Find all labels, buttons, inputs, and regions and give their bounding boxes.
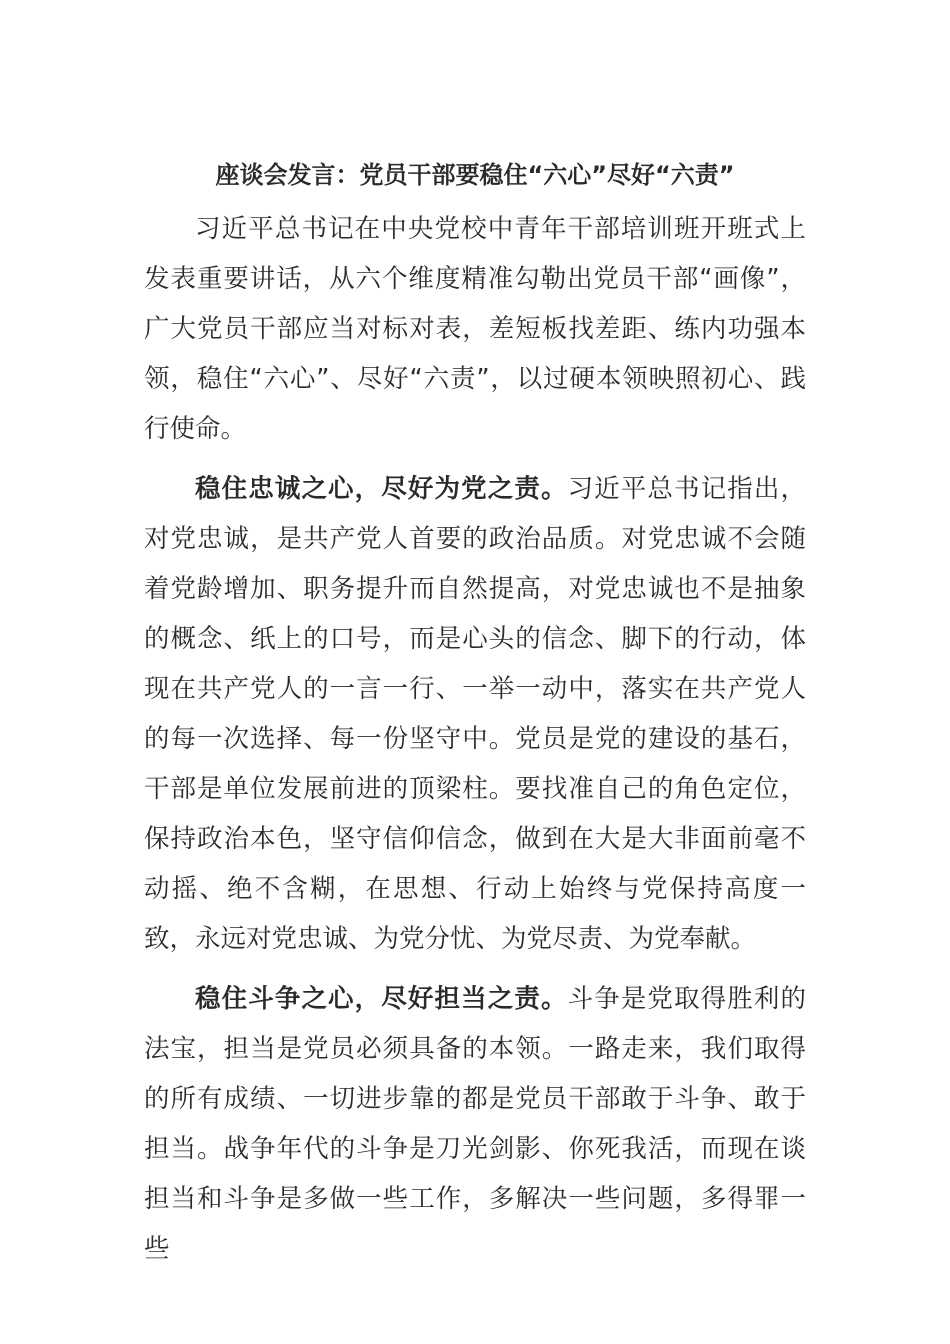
- paragraph-text: 习近平总书记在中央党校中青年干部培训班开班式上发表重要讲话，从六个维度精准勾勒出党员干部“画像”，广大党员干部应当对标对表，差短板找差距、练内功强本领，稳住“六心”、尽好“六责”，以过硬本领映照初心、践行使命。: [144, 214, 806, 444]
- paragraph-loyalty: [144, 464, 806, 964]
- paragraph-text: 斗争是党取得胜利的法宝，担当是党员必须具备的本领。一路走来，我们取得的所有成绩、一切进步靠的都是党员干部敢于斗争、敢于担当。战争年代的斗争是刀光剑影、你死我活，而现在谈担当和斗争是多做一些工作，多解决一些问题，多得罪一些: [144, 984, 806, 1264]
- paragraph-struggle: [144, 974, 806, 1274]
- paragraph-text: 习近平总书记指出，对党忠诚，是共产党人首要的政治品质。对党忠诚不会随着党龄增加、职务提升而自然提高，对党忠诚也不是抽象的概念、纸上的口号，而是心头的信念、脚下的行动，体现在共产党人的一言一行、一举一动中，落实在共产党人的每一次选择、每一份坚守中。党员是党的建设的基石，干部是单位发展前进的顶梁柱。要找准自己的角色定位，保持政治本色，坚守信仰信念，做到在大是大非面前毫不动摇、绝不含糊，在思想、行动上始终与党保持高度一致，永远对党忠诚、为党分忧、为党尽责、为党奉献。: [144, 474, 806, 954]
- paragraph-intro: [144, 204, 806, 454]
- paragraph-lead: 稳住忠诚之心，尽好为党之责。: [195, 474, 568, 504]
- document-page: [144, 150, 806, 1284]
- paragraph-lead: 稳住斗争之心，尽好担当之责。: [195, 984, 568, 1014]
- document-title: 座谈会发言：党员干部要稳住“六心”尽好“六责”: [215, 161, 735, 189]
